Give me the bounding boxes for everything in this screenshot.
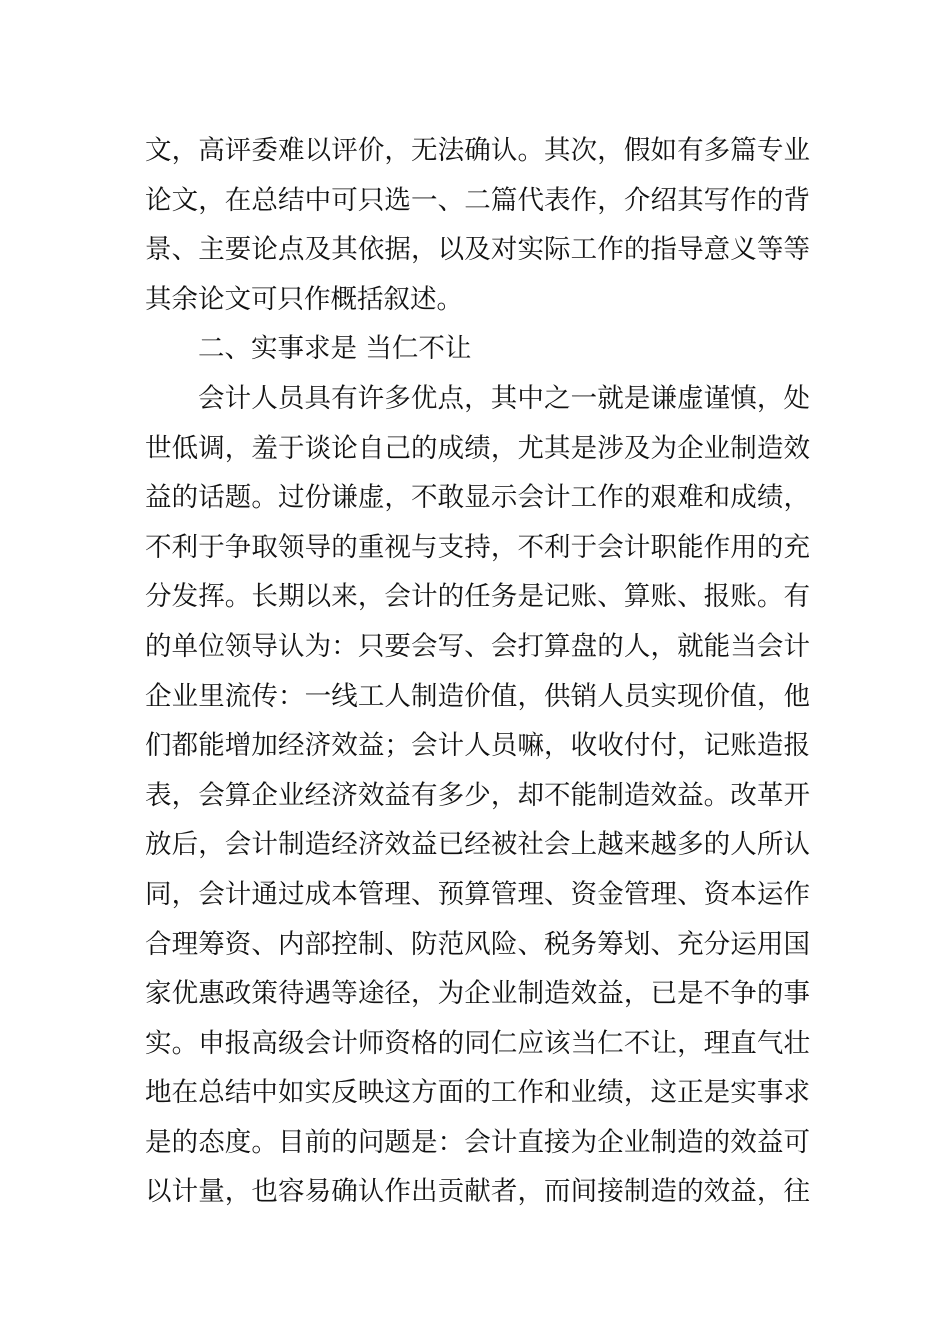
text-line: 合理筹资、内部控制、防范风险、税务筹划、充分运用国	[145, 928, 810, 960]
text-line: 论文，在总结中可只选一、二篇代表作，介绍其写作的背	[145, 184, 810, 216]
text-line: 分发挥。长期以来，会计的任务是记账、算账、报账。有	[145, 581, 810, 613]
text-line: 地在总结中如实反映这方面的工作和业绩，这正是实事求	[145, 1077, 810, 1109]
text-line: 放后，会计制造经济效益已经被社会上越来越多的人所认	[145, 829, 810, 861]
text-line: 们都能增加经济效益；会计人员嘛，收收付付，记账造报	[145, 730, 810, 762]
text-line: 以计量，也容易确认作出贡献者，而间接制造的效益，往	[145, 1176, 810, 1208]
text-line: 景、主要论点及其依据，以及对实际工作的指导意义等等	[145, 234, 810, 266]
text-line: 家优惠政策待遇等途径，为企业制造效益，已是不争的事	[145, 978, 810, 1010]
text-line: 其余论文可只作概括叙述。	[145, 283, 463, 315]
text-line: 企业里流传：一线工人制造价值，供销人员实现价值，他	[145, 680, 810, 712]
text-line: 益的话题。过份谦虚，不敢显示会计工作的艰难和成绩，	[145, 482, 810, 514]
text-line: 同，会计通过成本管理、预算管理、资金管理、资本运作	[145, 878, 810, 910]
text-line: 文，高评委难以评价，无法确认。其次，假如有多篇专业	[145, 135, 810, 166]
text-line: 的单位领导认为：只要会写、会打算盘的人，就能当会计	[145, 630, 810, 662]
body-text	[145, 126, 810, 1217]
text-line: 不利于争取领导的重视与支持，不利于会计职能作用的充	[145, 531, 810, 563]
text-line: 世低调，羞于谈论自己的成绩，尤其是涉及为企业制造效	[145, 432, 810, 464]
text-line: 实。申报高级会计师资格的同仁应该当仁不让，理直气壮	[145, 1027, 810, 1059]
text-line: 是的态度。目前的问题是：会计直接为企业制造的效益可	[145, 1126, 810, 1158]
section-heading: 二、实事求是 当仁不让	[198, 333, 472, 365]
text-line: 表，会算企业经济效益有多少，却不能制造效益。改革开	[145, 779, 810, 811]
text-line: 会计人员具有许多优点，其中之一就是谦虚谨慎，处	[198, 382, 810, 414]
